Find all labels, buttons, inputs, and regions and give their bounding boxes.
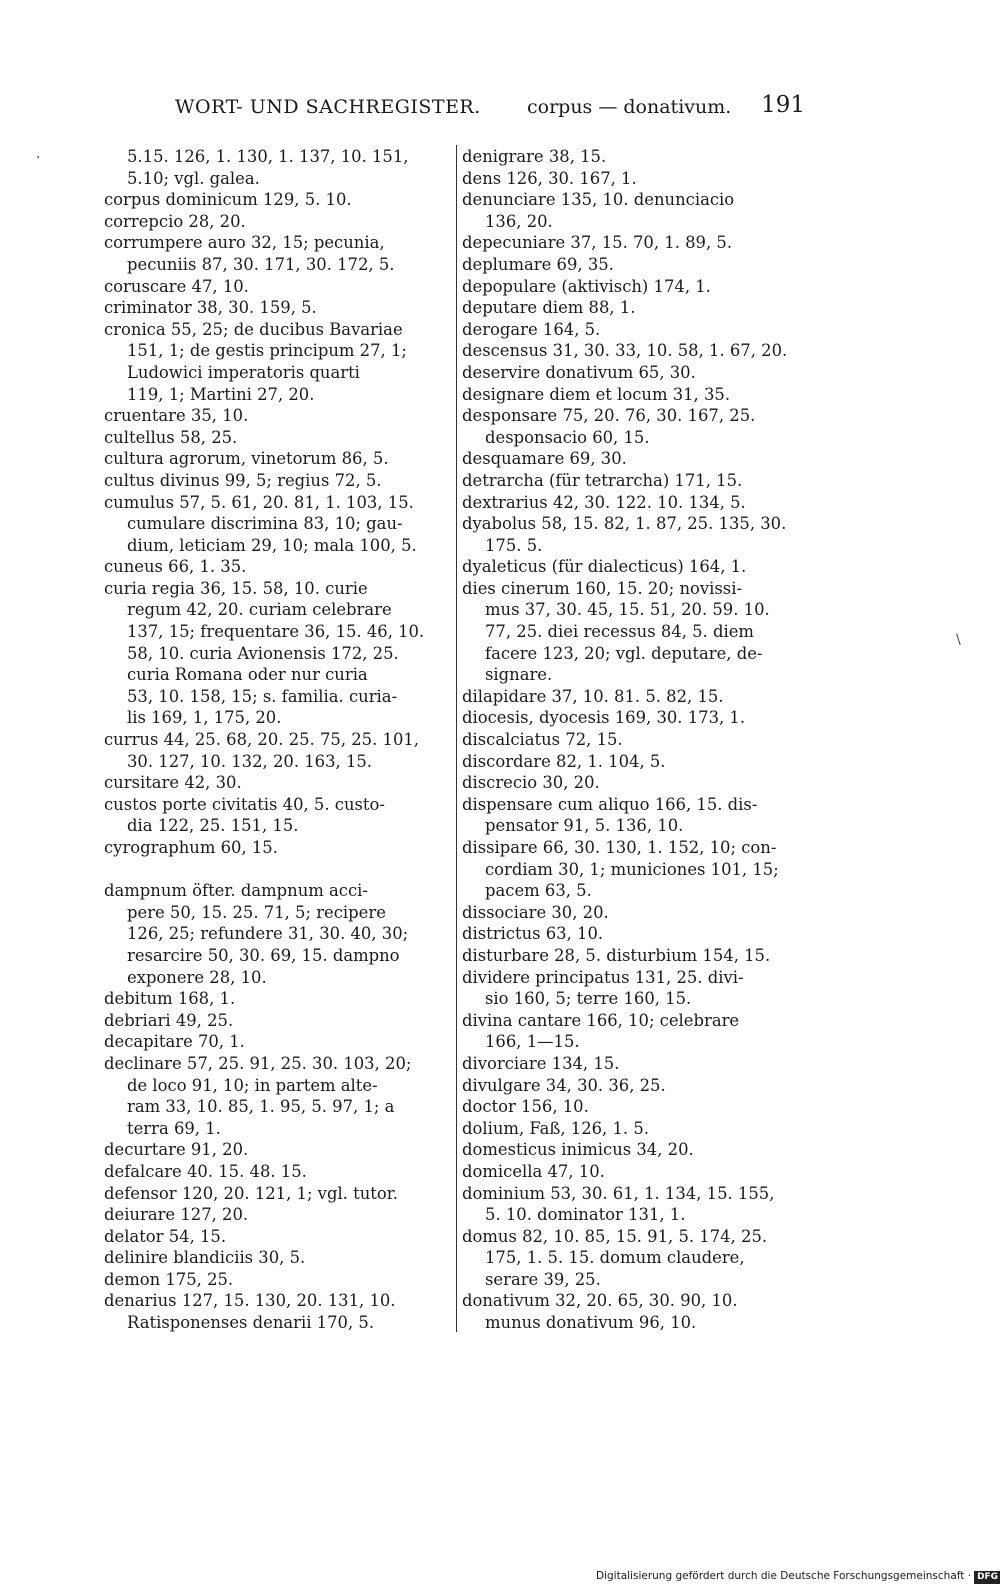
register-line: defensor 120, 20. 121, 1; vgl. tutor. [104, 1183, 398, 1203]
register-line: facere 123, 20; vgl. deputare, de- [485, 643, 763, 663]
footer-text: Digitalisierung gefördert durch die Deutsche Forschungsgemeinschaft · [596, 1570, 972, 1582]
register-line: currus 44, 25. 68, 20. 25. 75, 25. 101, [104, 730, 420, 750]
register-line: 136, 20. [485, 211, 553, 231]
register-line: denunciare 135, 10. denunciacio [462, 190, 735, 210]
register-line: desponsacio 60, 15. [485, 427, 650, 447]
register-line: 58, 10. curia Avionensis 172, 25. [127, 643, 399, 663]
register-line: custos porte civitatis 40, 5. custo- [104, 794, 385, 814]
register-line: 5. 10. dominator 131, 1. [485, 1205, 686, 1225]
register-line: cronica 55, 25; de ducibus Bavariae [104, 319, 403, 339]
register-line: corpus dominicum 129, 5. 10. [104, 190, 352, 210]
register-line: cultura agrorum, vinetorum 86, 5. [104, 449, 389, 469]
register-line: exponere 28, 10. [127, 967, 267, 987]
register-line: delator 54, 15. [104, 1226, 227, 1246]
register-line: domus 82, 10. 85, 15. 91, 5. 174, 25. [462, 1226, 768, 1246]
register-line: derogare 164, 5. [462, 319, 601, 339]
register-line: deplumare 69, 35. [462, 254, 614, 274]
register-line: 175, 1. 5. 15. domum claudere, [485, 1248, 745, 1268]
register-line: divulgare 34, 30. 36, 25. [462, 1075, 666, 1095]
register-line: disturbare 28, 5. disturbium 154, 15. [462, 945, 771, 965]
register-line: discalciatus 72, 15. [462, 730, 623, 750]
register-line: mus 37, 30. 45, 15. 51, 20. 59. 10. [485, 600, 770, 620]
register-line: dies cinerum 160, 15. 20; novissi- [462, 578, 742, 598]
register-line: criminator 38, 30. 159, 5. [104, 298, 317, 318]
footer-credit [596, 1570, 999, 1586]
register-line: cultus divinus 99, 5; regius 72, 5. [104, 470, 382, 490]
register-line: denarius 127, 15. 130, 20. 131, 10. [104, 1291, 396, 1311]
register-line: 151, 1; de gestis principum 27, 1; [127, 341, 407, 361]
left-column [104, 146, 456, 1334]
register-line: divorciare 134, 15. [462, 1053, 620, 1073]
register-line: cultellus 58, 25. [104, 427, 238, 447]
running-header [175, 92, 805, 128]
register-line: de loco 91, 10; in partem alte- [127, 1075, 378, 1095]
header-entry-range: corpus — donativum. [527, 96, 732, 118]
register-line: dividere principatus 131, 25. divi- [462, 967, 744, 987]
register-line: pecuniis 87, 30. 171, 30. 172, 5. [127, 254, 395, 274]
register-line: descensus 31, 30. 33, 10. 58, 1. 67, 20. [462, 341, 788, 361]
register-line: Ludowici imperatoris quarti [127, 362, 360, 382]
register-line: dissipare 66, 30. 130, 1. 152, 10; con- [462, 838, 777, 857]
page-number: 191 [761, 92, 805, 118]
register-line: dolium, Faß, 126, 1. 5. [462, 1118, 649, 1138]
register-line: dextrarius 42, 30. 122. 10. 134, 5. [462, 492, 746, 512]
register-line: lis 169, 1, 175, 20. [127, 708, 282, 728]
register-line: denigrare 38, 15. [462, 147, 607, 166]
register-line: cordiam 30, 1; municiones 101, 15; [485, 859, 779, 879]
register-line: districtus 63, 10. [462, 924, 604, 944]
register-line: 30. 127, 10. 132, 20. 163, 15. [127, 751, 373, 771]
register-line: dispensare cum aliquo 166, 15. dis- [462, 794, 758, 814]
register-line: deservire donativum 65, 30. [462, 362, 696, 382]
register-line: detrarcha (für tetrarcha) 171, 15. [462, 470, 743, 490]
dfg-logo: DFG [974, 1571, 1000, 1584]
register-line: deputare diem 88, 1. [462, 298, 636, 318]
register-line: donativum 32, 20. 65, 30. 90, 10. [462, 1291, 738, 1311]
register-line: serare 39, 25. [485, 1269, 601, 1289]
register-line: 119, 1; Martini 27, 20. [127, 384, 315, 404]
register-line: doctor 156, 10. [462, 1097, 589, 1117]
register-line: cumulare discrimina 83, 10; gau- [127, 514, 403, 534]
register-line: debriari 49, 25. [104, 1010, 234, 1030]
register-line: dyabolus 58, 15. 82, 1. 87, 25. 135, 30. [462, 514, 787, 534]
register-line: terra 69, 1. [127, 1118, 221, 1138]
register-line: depopulare (aktivisch) 174, 1. [462, 276, 711, 296]
register-line: coruscare 47, 10. [104, 276, 249, 296]
register-line: debitum 168, 1. [104, 989, 236, 1009]
register-line: 175. 5. [485, 535, 543, 555]
register-line: 126, 25; refundere 31, 30. 40, 30; [127, 924, 409, 944]
register-line: cursitare 42, 30. [104, 773, 242, 793]
column-divider [456, 145, 457, 1332]
register-line: decapitare 70, 1. [104, 1032, 245, 1052]
register-line: desponsare 75, 20. 76, 30. 167, 25. [462, 406, 756, 426]
register-line: 166, 1—15. [485, 1032, 580, 1052]
register-line: pensator 91, 5. 136, 10. [485, 816, 684, 836]
register-line: cyrographum 60, 15. [104, 838, 278, 857]
register-line: 77, 25. diei recessus 84, 5. diem [485, 622, 754, 642]
register-line: ram 33, 10. 85, 1. 95, 5. 97, 1; a [127, 1097, 395, 1117]
register-line: correpcio 28, 20. [104, 211, 246, 231]
register-line: cuneus 66, 1. 35. [104, 557, 247, 577]
margin-stroke-mark: \ [956, 632, 961, 648]
register-line: declinare 57, 25. 91, 25. 30. 103, 20; [104, 1053, 412, 1073]
register-line: diocesis, dyocesis 169, 30. 173, 1. [462, 708, 746, 728]
header-title: WORT- UND SACHREGISTER. [175, 96, 481, 118]
register-line: depecuniare 37, 15. 70, 1. 89, 5. [462, 233, 733, 253]
register-line: dissociare 30, 20. [462, 902, 609, 922]
register-line: resarcire 50, 30. 69, 15. dampno [127, 945, 400, 965]
register-line: regum 42, 20. curiam celebrare [127, 600, 392, 620]
register-line: 137, 15; frequentare 36, 15. 46, 10. [127, 622, 425, 642]
register-line: sio 160, 5; terre 160, 15. [485, 989, 692, 1009]
register-line: delinire blandiciis 30, 5. [104, 1248, 306, 1268]
register-line: corrumpere auro 32, 15; pecunia, [104, 233, 385, 253]
register-line: munus donativum 96, 10. [485, 1313, 697, 1333]
margin-dot-mark: · [36, 150, 41, 166]
register-line: cruentare 35, 10. [104, 406, 249, 426]
register-line: decurtare 91, 20. [104, 1140, 249, 1160]
register-line: dens 126, 30. 167, 1. [462, 168, 637, 188]
register-line: dium, leticiam 29, 10; mala 100, 5. [127, 535, 417, 555]
register-line: signare. [485, 665, 553, 685]
register-line: curia regia 36, 15. 58, 10. curie [104, 578, 368, 598]
register-line: dyaleticus (für dialecticus) 164, 1. [462, 557, 747, 577]
register-line: pere 50, 15. 25. 71, 5; recipere [127, 902, 386, 922]
register-line: domicella 47, 10. [462, 1161, 605, 1181]
register-line: deiurare 127, 20. [104, 1205, 249, 1225]
right-column [462, 146, 804, 1334]
register-line: Ratisponenses denarii 170, 5. [127, 1313, 375, 1333]
register-line: 53, 10. 158, 15; s. familia. curia- [127, 686, 398, 706]
register-line: discrecio 30, 20. [462, 773, 600, 793]
register-line: discordare 82, 1. 104, 5. [462, 751, 666, 771]
register-line: pacem 63, 5. [485, 881, 592, 901]
register-line [104, 859, 456, 881]
register-line: defalcare 40. 15. 48. 15. [104, 1161, 307, 1181]
register-line: divina cantare 166, 10; celebrare [462, 1010, 740, 1030]
register-line: 5.10; vgl. galea. [127, 168, 260, 188]
register-line: cumulus 57, 5. 61, 20. 81, 1. 103, 15. [104, 492, 414, 512]
register-line: dominium 53, 30. 61, 1. 134, 15. 155, [462, 1183, 775, 1203]
register-line: domesticus inimicus 34, 20. [462, 1140, 694, 1160]
register-line: dilapidare 37, 10. 81. 5. 82, 15. [462, 686, 724, 706]
register-line: dampnum öfter. dampnum acci- [104, 881, 368, 901]
register-line: desquamare 69, 30. [462, 449, 627, 469]
register-line: designare diem et locum 31, 35. [462, 384, 731, 404]
register-line: curia Romana oder nur curia [127, 665, 368, 685]
register-line: 5.15. 126, 1. 130, 1. 137, 10. 151, [127, 147, 409, 166]
register-line: dia 122, 25. 151, 15. [127, 816, 299, 836]
register-line: demon 175, 25. [104, 1269, 234, 1289]
